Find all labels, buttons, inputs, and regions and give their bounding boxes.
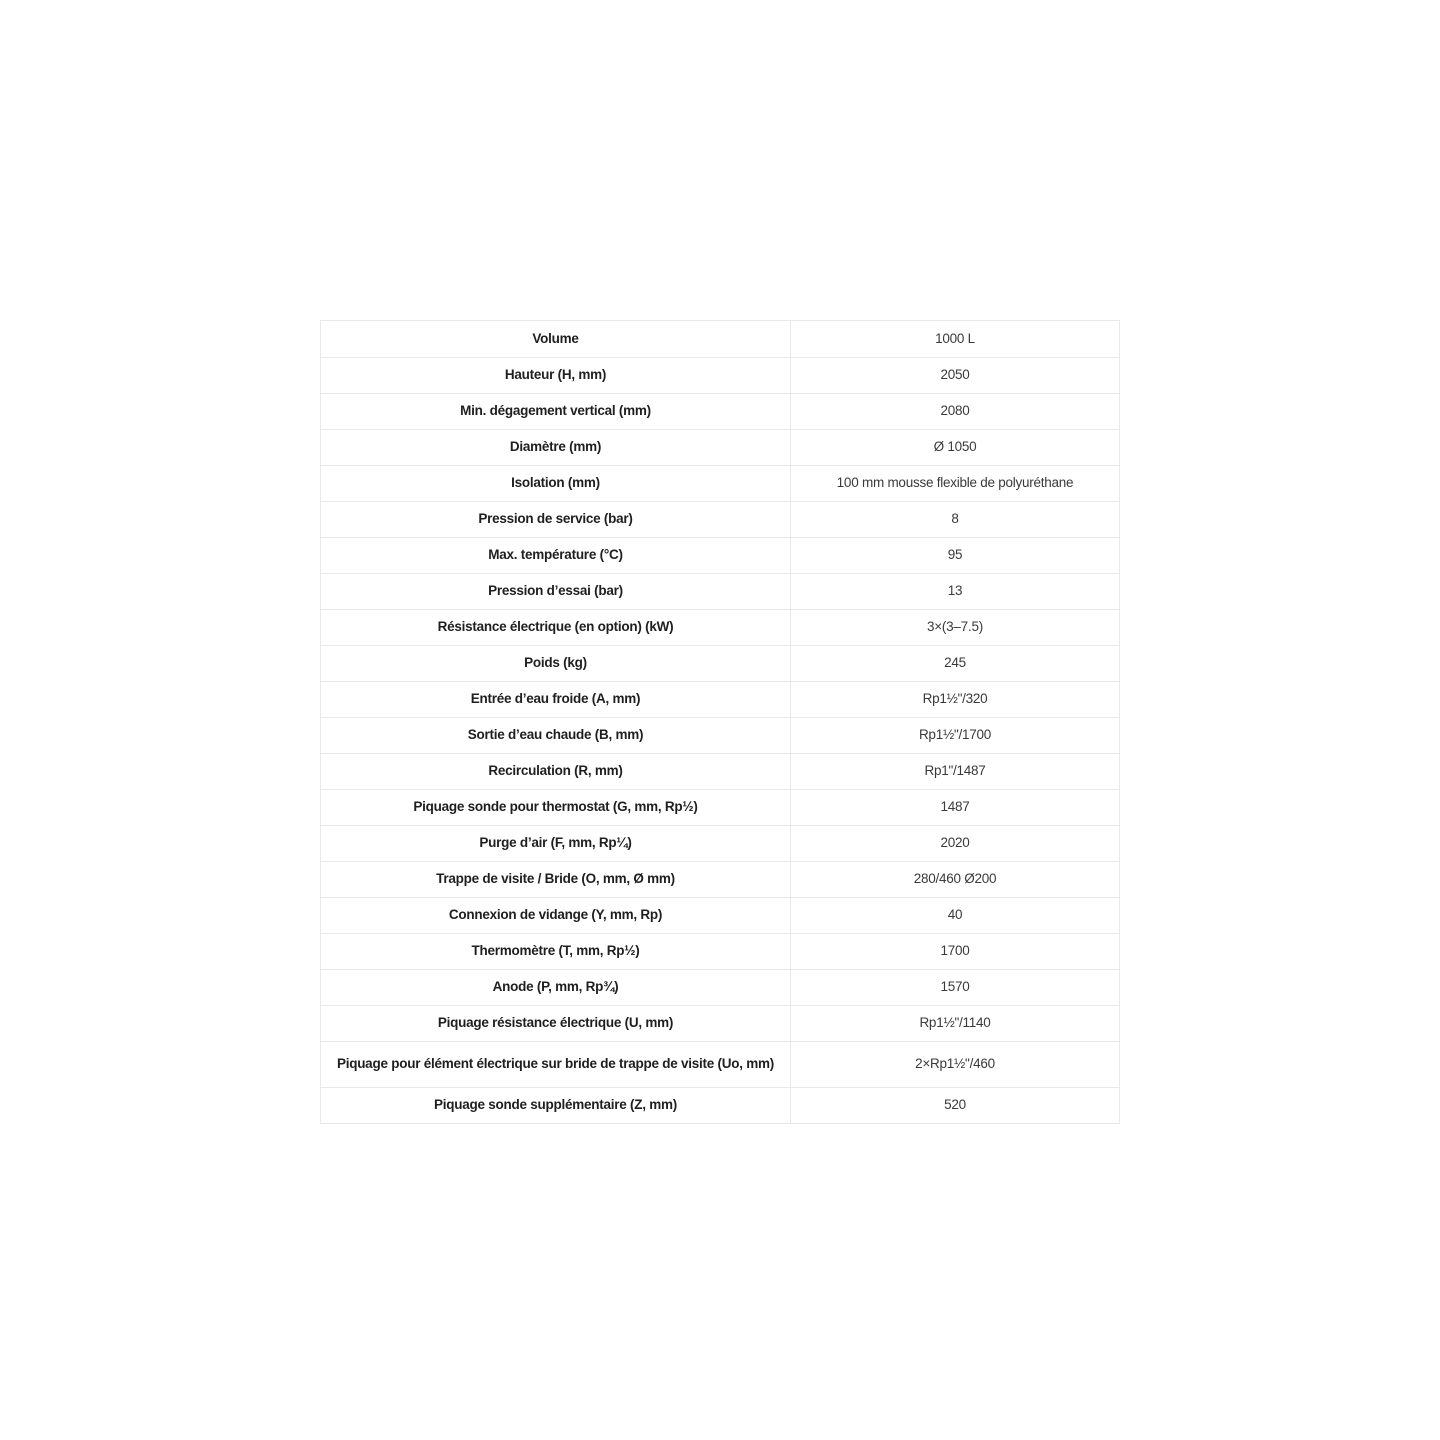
table-row — [321, 1087, 1119, 1123]
spec-label: Hauteur (H, mm) — [321, 358, 791, 393]
table-row — [321, 321, 1119, 357]
spec-label: Isolation (mm) — [321, 466, 791, 501]
table-row — [321, 789, 1119, 825]
spec-value: 520 — [944, 1097, 966, 1113]
spec-label: Piquage sonde supplémentaire (Z, mm) — [321, 1088, 791, 1123]
spec-value: Rp1½"/320 — [922, 691, 988, 707]
spec-value: 2020 — [940, 835, 970, 851]
spec-value: 13 — [947, 583, 963, 599]
table-row — [321, 897, 1119, 933]
spec-label: Purge d’air (F, mm, Rp¼) — [321, 826, 791, 861]
spec-value: Rp1½"/1700 — [918, 727, 992, 743]
spec-value: 245 — [944, 655, 966, 671]
table-row — [321, 861, 1119, 897]
table-row — [321, 681, 1119, 717]
spec-label: Min. dégagement vertical (mm) — [321, 394, 791, 429]
spec-value: 3×(3–7.5) — [927, 619, 983, 635]
spec-value: 1570 — [940, 979, 970, 995]
spec-label: Volume — [321, 321, 791, 357]
spec-value: Ø 1050 — [933, 439, 977, 455]
spec-value: 95 — [947, 547, 963, 563]
table-row — [321, 501, 1119, 537]
table-row — [321, 609, 1119, 645]
table-row — [321, 717, 1119, 753]
spec-label: Poids (kg) — [321, 646, 791, 681]
spec-label: Diamètre (mm) — [321, 430, 791, 465]
spec-label: Résistance électrique (en option) (kW) — [321, 610, 791, 645]
spec-label: Sortie d’eau chaude (B, mm) — [321, 718, 791, 753]
spec-label: Pression de service (bar) — [321, 502, 791, 537]
spec-value: 40 — [947, 907, 963, 923]
spec-label: Anode (P, mm, Rp¾) — [321, 970, 791, 1005]
table-row — [321, 933, 1119, 969]
spec-value: 280/460 Ø200 — [913, 871, 997, 887]
spec-value: Rp1"/1487 — [924, 763, 986, 779]
table-row — [321, 429, 1119, 465]
spec-label: Piquage pour élément électrique sur bride de trappe de visite (Uo, mm) — [321, 1042, 791, 1087]
spec-label: Entrée d’eau froide (A, mm) — [321, 682, 791, 717]
table-row — [321, 1005, 1119, 1041]
spec-label: Pression d’essai (bar) — [321, 574, 791, 609]
spec-table — [320, 320, 1120, 1124]
spec-label: Max. température (°C) — [321, 538, 791, 573]
spec-label: Recirculation (R, mm) — [321, 754, 791, 789]
spec-value: 100 mm mousse flexible de polyuréthane — [836, 475, 1074, 491]
table-row — [321, 969, 1119, 1005]
table-row — [321, 573, 1119, 609]
spec-label: Piquage résistance électrique (U, mm) — [321, 1006, 791, 1041]
spec-label: Thermomètre (T, mm, Rp½) — [321, 934, 791, 969]
spec-label: Piquage sonde pour thermostat (G, mm, Rp½) — [321, 790, 791, 825]
table-row — [321, 537, 1119, 573]
spec-value: 8 — [951, 511, 959, 527]
table-row — [321, 753, 1119, 789]
spec-value: 2080 — [940, 403, 970, 419]
spec-value: Rp1½"/1140 — [919, 1015, 991, 1031]
spec-value: 2050 — [940, 367, 970, 383]
table-row — [321, 645, 1119, 681]
table-row — [321, 357, 1119, 393]
table-row — [321, 825, 1119, 861]
table-row — [321, 1041, 1119, 1087]
spec-value: 2×Rp1½"/460 — [915, 1056, 995, 1072]
spec-label: Trappe de visite / Bride (O, mm, Ø mm) — [321, 862, 791, 897]
spec-value: 1487 — [940, 799, 970, 815]
table-row — [321, 393, 1119, 429]
spec-value: 1700 — [940, 943, 970, 959]
spec-value: 1000 L — [935, 330, 975, 346]
table-row — [321, 465, 1119, 501]
spec-label: Connexion de vidange (Y, mm, Rp) — [321, 898, 791, 933]
